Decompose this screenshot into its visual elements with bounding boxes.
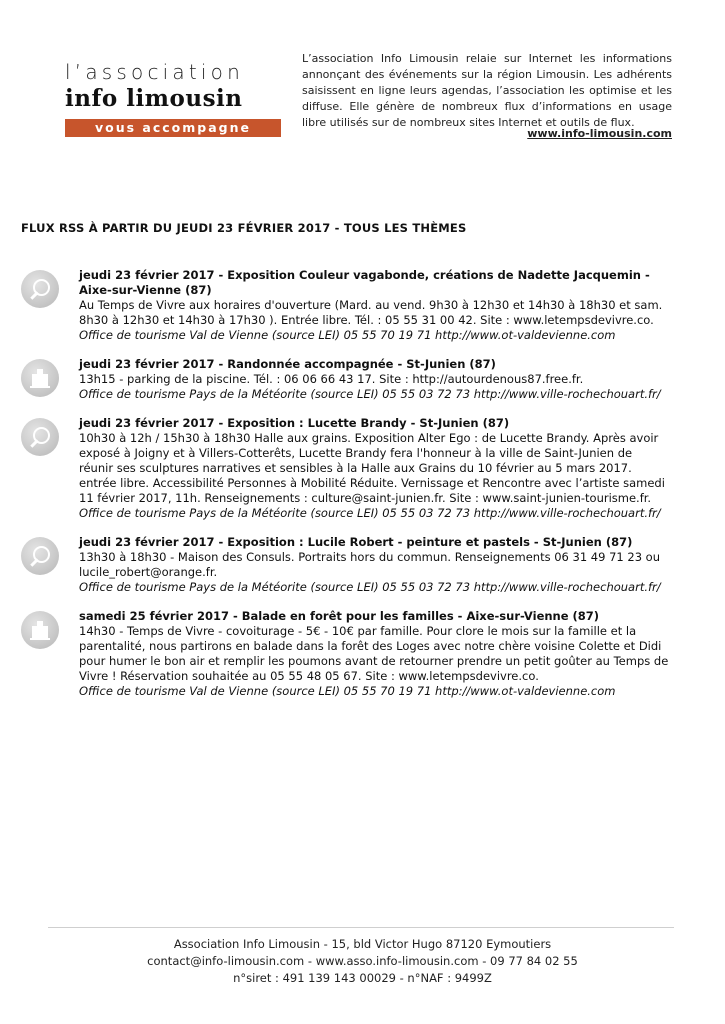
event-source: Office de tourisme Pays de la Météorite (source LEI) 05 55 03 72 73 http://www.ville-rochechouart.fr/ [79,580,661,594]
event-description: Au Temps de Vivre aux horaires d'ouverture (Mard. au vend. 9h30 à 12h30 et 14h30 à 18h30 et sam. 8h30 à 12h30 et 14h30 à 17h30 ). Entrée libre. Tél. : 05 55 31 00 42. Site : www.letempsdevivre.co. [79,298,663,327]
event-title: jeudi 23 février 2017 - Exposition : Lucette Brandy - St-Junien (87) [79,416,510,430]
event-list [0,268,725,713]
event-title: jeudi 23 février 2017 - Randonnée accompagnée - St-Junien (87) [79,357,496,371]
magnifier-icon [21,537,59,575]
event-item [0,357,725,402]
magnifier-icon [21,270,59,308]
page-heading: FLUX RSS À PARTIR DU JEUDI 23 FÉVRIER 2017 - TOUS LES THÈMES [21,221,467,235]
building-icon [21,359,59,397]
event-source: Office de tourisme Pays de la Météorite (source LEI) 05 55 03 72 73 http://www.ville-rochechouart.fr/ [79,506,661,520]
event-description: 10h30 à 12h / 15h30 à 18h30 Halle aux grains. Exposition Alter Ego : de Lucette Brandy. Après avoir exposé à Joigny et à Villers-Cotterêts, Lucette Brandy fera l'honneur à la ville de Saint-Junien de réunir ses sculptures narratives et sensibles à la Halle aux Grains du 10 février au 5 mars 2017. entrée libre. Accessibilité Personnes à Mobilité Réduite. Vernissage et Rencontre avec l’artiste samedi 11 février 2017, 11h. Renseignements : culture@saint-junien.fr. Site : www.saint-junien-tourisme.fr. [79,431,665,505]
website-link[interactable]: www.info-limousin.com [527,127,672,140]
event-description: 13h30 à 18h30 - Maison des Consuls. Portraits hors du commun. Renseignements 06 31 49 71 23 ou lucile_robert@orange.fr. [79,550,660,579]
event-title: jeudi 23 février 2017 - Exposition : Lucile Robert - peinture et pastels - St-Junien (87) [79,535,633,549]
event-title: jeudi 23 février 2017 - Exposition Couleur vagabonde, créations de Nadette Jacquemin - Aixe-sur-Vienne (87) [79,268,650,297]
event-source: Office de tourisme Pays de la Météorite (source LEI) 05 55 03 72 73 http://www.ville-rochechouart.fr/ [79,387,661,401]
event-title: samedi 25 février 2017 - Balade en forêt pour les familles - Aixe-sur-Vienne (87) [79,609,600,623]
event-source: Office de tourisme Val de Vienne (source LEI) 05 55 70 19 71 http://www.ot-valdevienne.com [79,328,616,342]
event-source: Office de tourisme Val de Vienne (source LEI) 05 55 70 19 71 http://www.ot-valdevienne.com [79,684,616,698]
event-item [0,268,725,343]
building-icon [21,611,59,649]
footer-address: Association Info Limousin - 15, bld Victor Hugo 87120 Eymoutiers [173,937,552,951]
footer-divider [48,927,674,928]
event-item [0,416,725,521]
event-item [0,609,725,699]
footer [0,936,725,987]
event-description: 13h15 - parking de la piscine. Tél. : 06 06 66 43 17. Site : http://autourdenous87.free.fr. [79,372,584,386]
logo-band: vous accompagne [65,119,281,137]
event-description: 14h30 - Temps de Vivre - covoiturage - 5€ - 10€ par famille. Pour clore le mois sur la famille et la parentalité, nous partirons en balade dans la forêt des Loges avec notre chère voisine Colette et Didi pour humer le bon air et remplir les poumons avant de retourner prendre un petit goûter au Temps de Vivre ! Réservation souhaitée au 05 55 48 05 67. Site : www.letempsdevivre.co. [79,624,669,683]
intro-text: L’association Info Limousin relaie sur Internet les informations annonçant des événements sur la région Limousin. Les adhérents saisissent en ligne leurs agendas, l’association les optimise et les diffuse. Elle génère de nombreux flux d’informations en usage libre utilisés sur de nombreux sites Internet et outils de flux. [302,52,672,129]
association-logo [65,60,283,137]
logo-line-2: info limousin [65,85,243,112]
magnifier-icon [21,418,59,456]
footer-contact: contact@info-limousin.com - www.asso.info-limousin.com - 09 77 84 02 55 [147,954,578,968]
logo-line-1: l’association [65,60,244,84]
footer-siret: n°siret : 491 139 143 00029 - n°NAF : 9499Z [233,971,492,985]
event-item [0,535,725,595]
